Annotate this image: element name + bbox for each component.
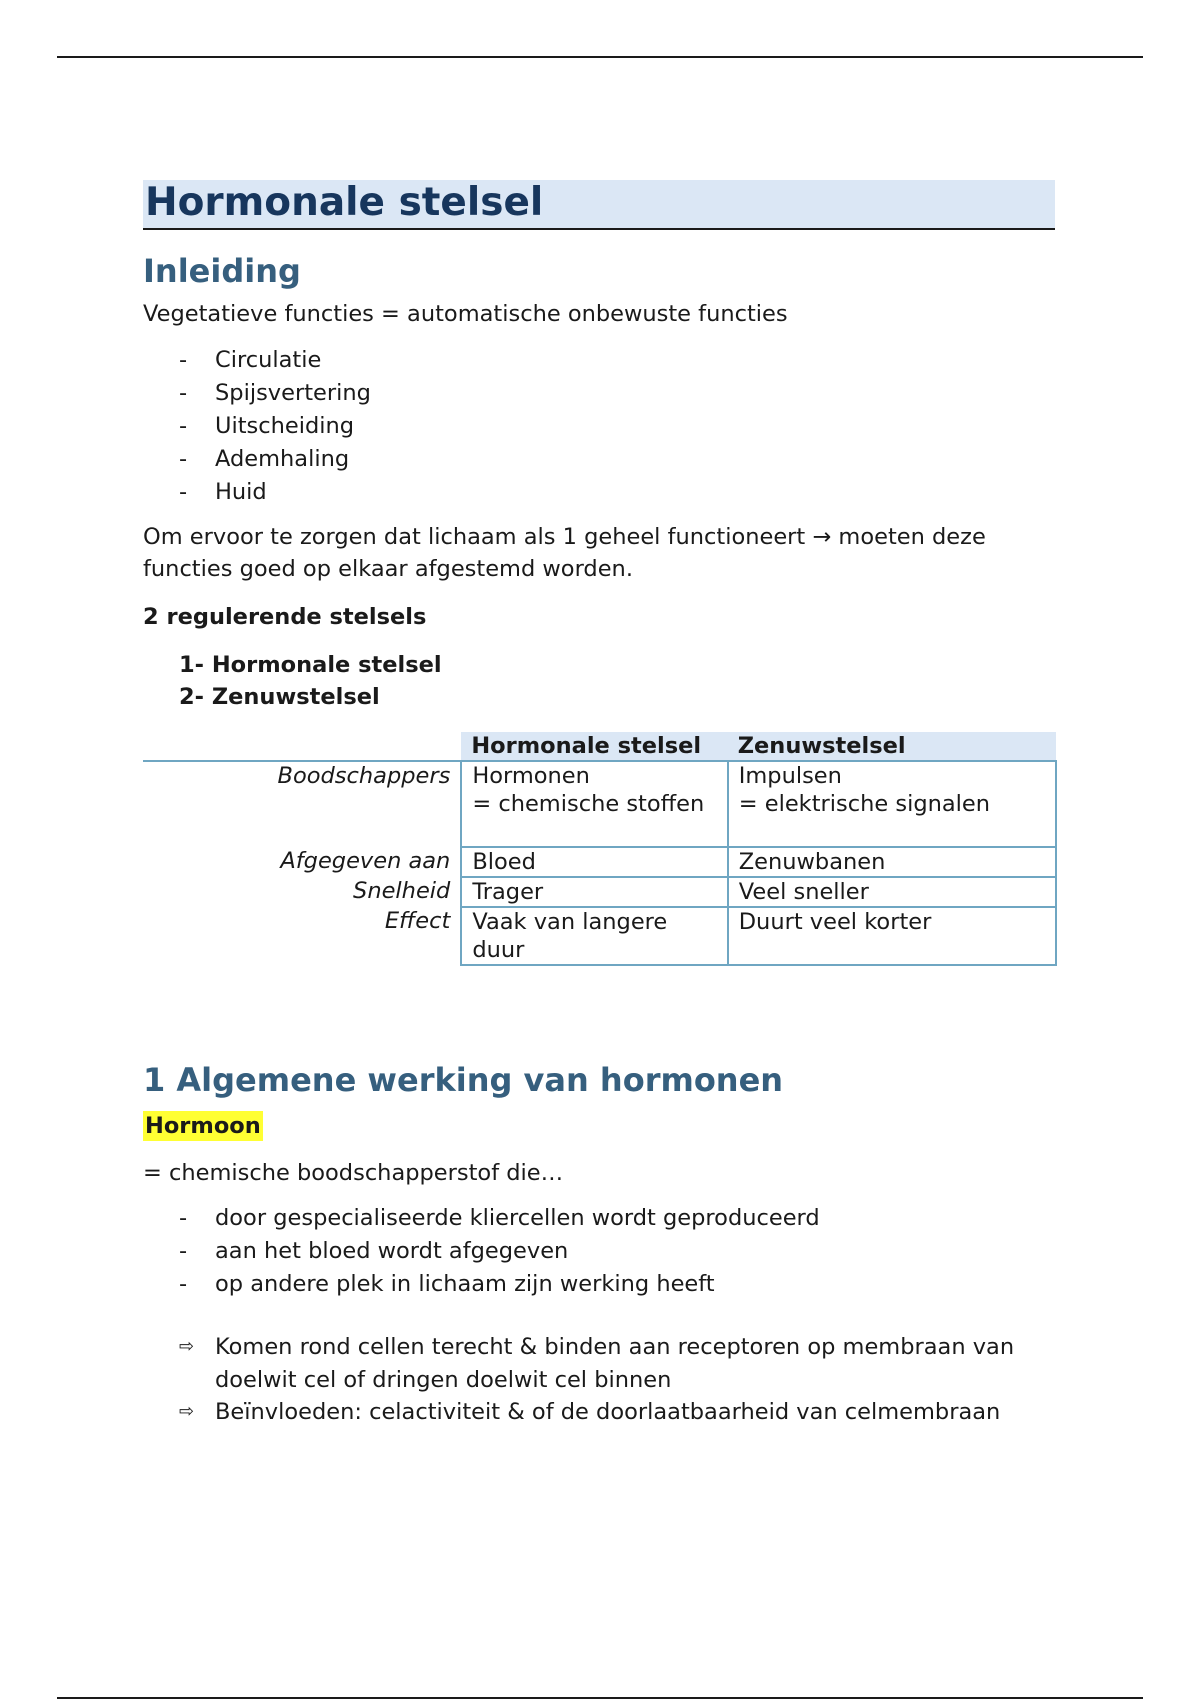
section-heading-inleiding: Inleiding <box>143 252 301 290</box>
list-item: ⇨ Beïnvloeden: celactiviteit & of de doorlaatbaarheid van celmembraan <box>179 1396 1055 1429</box>
dash-bullet: - <box>179 1205 188 1231</box>
row-label: Boodschappers <box>143 761 461 847</box>
consequences-list <box>143 1331 1055 1429</box>
hormone-properties-list <box>143 1202 1055 1301</box>
coordination-paragraph: Om ervoor te zorgen dat lichaam als 1 geheel functioneert → moeten deze functies goed op elkaar afgestemd worden. <box>143 524 986 582</box>
table-cell: Impulsen = elektrische signalen <box>728 761 1056 847</box>
arrow-icon: ⇨ <box>179 1336 195 1357</box>
column-header-hormonal: Hormonale stelsel <box>461 732 727 761</box>
table-cell: Hormonen = chemische stoffen <box>461 761 727 847</box>
row-label: Effect <box>384 908 451 934</box>
table-cell: Zenuwbanen <box>728 847 1056 877</box>
table-cell: Duurt veel korter <box>728 907 1056 965</box>
dash-bullet: - <box>179 1238 188 1264</box>
systems-heading: 2 regulerende stelsels <box>143 604 427 630</box>
table-row <box>143 877 1056 907</box>
list-item: - Spijsvertering <box>179 377 1055 410</box>
table-row <box>143 761 1056 847</box>
column-header-nervous: Zenuwstelsel <box>728 732 1056 761</box>
list-item: 1- Hormonale stelsel <box>179 652 442 678</box>
table-header-row <box>143 732 1056 761</box>
section-heading-algemene-werking: 1 Algemene werking van hormonen <box>143 1061 784 1099</box>
header-rule <box>57 56 1143 58</box>
dash-bullet: - <box>179 479 188 505</box>
table-cell: Bloed <box>461 847 727 877</box>
arrow-icon: ⇨ <box>179 1401 195 1422</box>
dash-bullet: - <box>179 446 188 472</box>
functions-list <box>143 344 1055 509</box>
list-item: 2- Zenuwstelsel <box>179 684 380 710</box>
table-cell: Veel sneller <box>728 877 1056 907</box>
list-item: - op andere plek in lichaam zijn werking heeft <box>179 1268 1055 1301</box>
table-row <box>143 847 1056 877</box>
list-item: ⇨ Komen rond cellen terecht & binden aan receptoren op membraan van doelwit cel of dringen doelwit cel binnen <box>179 1331 1055 1396</box>
list-item: - Uitscheiding <box>179 410 1055 443</box>
page-title: Hormonale stelsel <box>143 180 1055 230</box>
systems-list <box>143 649 1055 713</box>
footer-rule <box>57 1697 1143 1699</box>
table-cell: Vaak van langere duur <box>461 907 727 965</box>
document-body <box>143 180 1055 1429</box>
list-item: - door gespecialiseerde kliercellen wordt geproduceerd <box>179 1202 1055 1235</box>
list-item: - Ademhaling <box>179 443 1055 476</box>
dash-bullet: - <box>179 380 188 406</box>
table-row <box>143 907 1056 965</box>
list-item: - Huid <box>179 476 1055 509</box>
row-label: Snelheid <box>353 878 451 904</box>
hormone-definition: = chemische boodschapperstof die… <box>143 1160 564 1186</box>
comparison-table <box>143 732 1057 966</box>
dash-bullet: - <box>179 1271 188 1297</box>
list-item: - aan het bloed wordt afgegeven <box>179 1235 1055 1268</box>
highlighted-term: Hormoon <box>145 1113 261 1139</box>
dash-bullet: - <box>179 413 188 439</box>
dash-bullet: - <box>179 347 188 373</box>
list-item: - Circulatie <box>179 344 1055 377</box>
vegetative-definition: Vegetatieve functies = automatische onbewuste functies <box>143 301 788 327</box>
table-cell: Trager <box>461 877 727 907</box>
row-label: Afgegeven aan <box>280 848 451 874</box>
